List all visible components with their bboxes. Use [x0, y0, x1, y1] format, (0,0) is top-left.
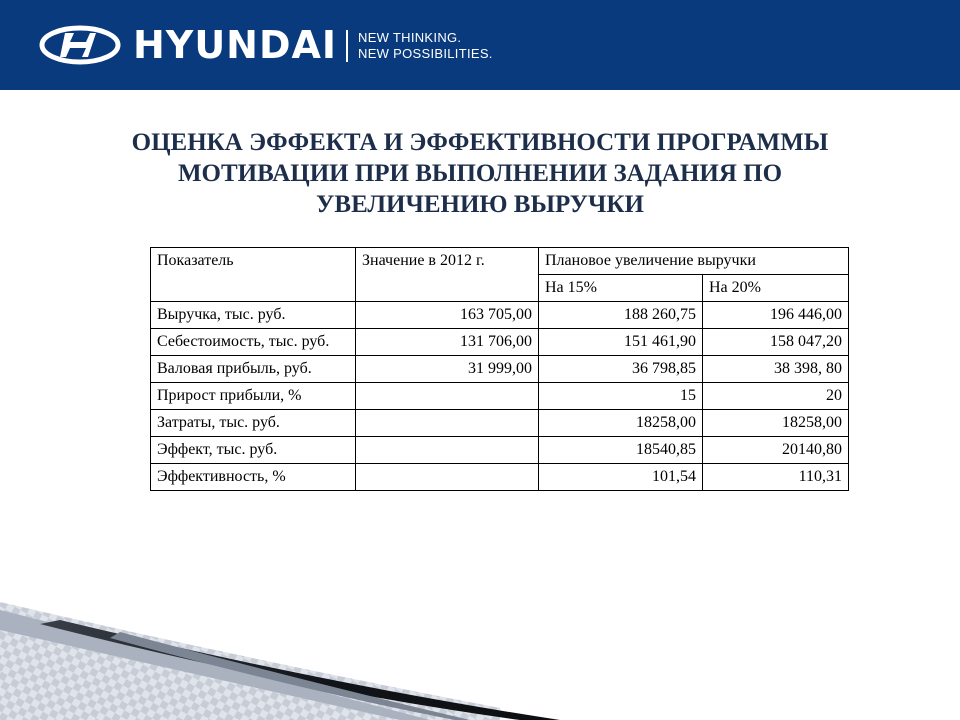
row-label: Выручка, тыс. руб. [151, 302, 356, 329]
row-label: Валовая прибыль, руб. [151, 356, 356, 383]
header-plus-20: На 20% [703, 275, 849, 302]
row-label: Затраты, тыс. руб. [151, 410, 356, 437]
row-value-2012 [356, 437, 539, 464]
row-value-2012 [356, 464, 539, 491]
header-planned-increase: Плановое увеличение выручки [539, 248, 849, 275]
table-header-row [151, 248, 849, 275]
row-label: Эффект, тыс. руб. [151, 437, 356, 464]
row-value-2012 [356, 383, 539, 410]
row-label: Себестоимость, тыс. руб. [151, 329, 356, 356]
row-value-20: 158 047,20 [703, 329, 849, 356]
tagline-line-1: NEW THINKING. [358, 30, 462, 45]
table-row [151, 410, 849, 437]
row-value-15: 101,54 [539, 464, 703, 491]
row-value-20: 20 [703, 383, 849, 410]
row-value-20: 18258,00 [703, 410, 849, 437]
row-value-2012: 31 999,00 [356, 356, 539, 383]
row-value-2012: 131 706,00 [356, 329, 539, 356]
row-value-2012 [356, 410, 539, 437]
row-value-2012: 163 705,00 [356, 302, 539, 329]
brand-tagline [358, 30, 493, 62]
row-value-20: 110,31 [703, 464, 849, 491]
table-row [151, 464, 849, 491]
slide-title [80, 127, 880, 220]
table-row [151, 302, 849, 329]
hyundai-emblem-icon [38, 24, 122, 66]
table-row [151, 437, 849, 464]
table-row [151, 383, 849, 410]
motivation-efficiency-table [150, 247, 849, 491]
row-value-15: 151 461,90 [539, 329, 703, 356]
row-value-15: 15 [539, 383, 703, 410]
hyundai-wordmark: HYUNDAI [133, 23, 338, 67]
decorative-swoosh [0, 590, 960, 720]
row-value-20: 196 446,00 [703, 302, 849, 329]
slide-title-line-3: УВЕЛИЧЕНИЮ ВЫРУЧКИ [316, 191, 644, 218]
row-label: Эффективность, % [151, 464, 356, 491]
table-row [151, 329, 849, 356]
row-label: Прирост прибыли, % [151, 383, 356, 410]
logo-divider [346, 30, 348, 62]
row-value-15: 18540,85 [539, 437, 703, 464]
tagline-line-2: NEW POSSIBILITIES. [358, 46, 493, 61]
row-value-15: 18258,00 [539, 410, 703, 437]
header-plus-15: На 15% [539, 275, 703, 302]
slide-title-line-1: ОЦЕНКА ЭФФЕКТА И ЭФФЕКТИВНОСТИ ПРОГРАММЫ [131, 129, 829, 156]
row-value-20: 20140,80 [703, 437, 849, 464]
row-value-20: 38 398, 80 [703, 356, 849, 383]
table-row [151, 356, 849, 383]
slide-title-line-2: МОТИВАЦИИ ПРИ ВЫПОЛНЕНИИ ЗАДАНИЯ ПО [177, 160, 783, 187]
header-value-2012: Значение в 2012 г. [356, 248, 539, 302]
header-bar [0, 0, 960, 90]
header-indicator: Показатель [151, 248, 356, 302]
row-value-15: 188 260,75 [539, 302, 703, 329]
row-value-15: 36 798,85 [539, 356, 703, 383]
